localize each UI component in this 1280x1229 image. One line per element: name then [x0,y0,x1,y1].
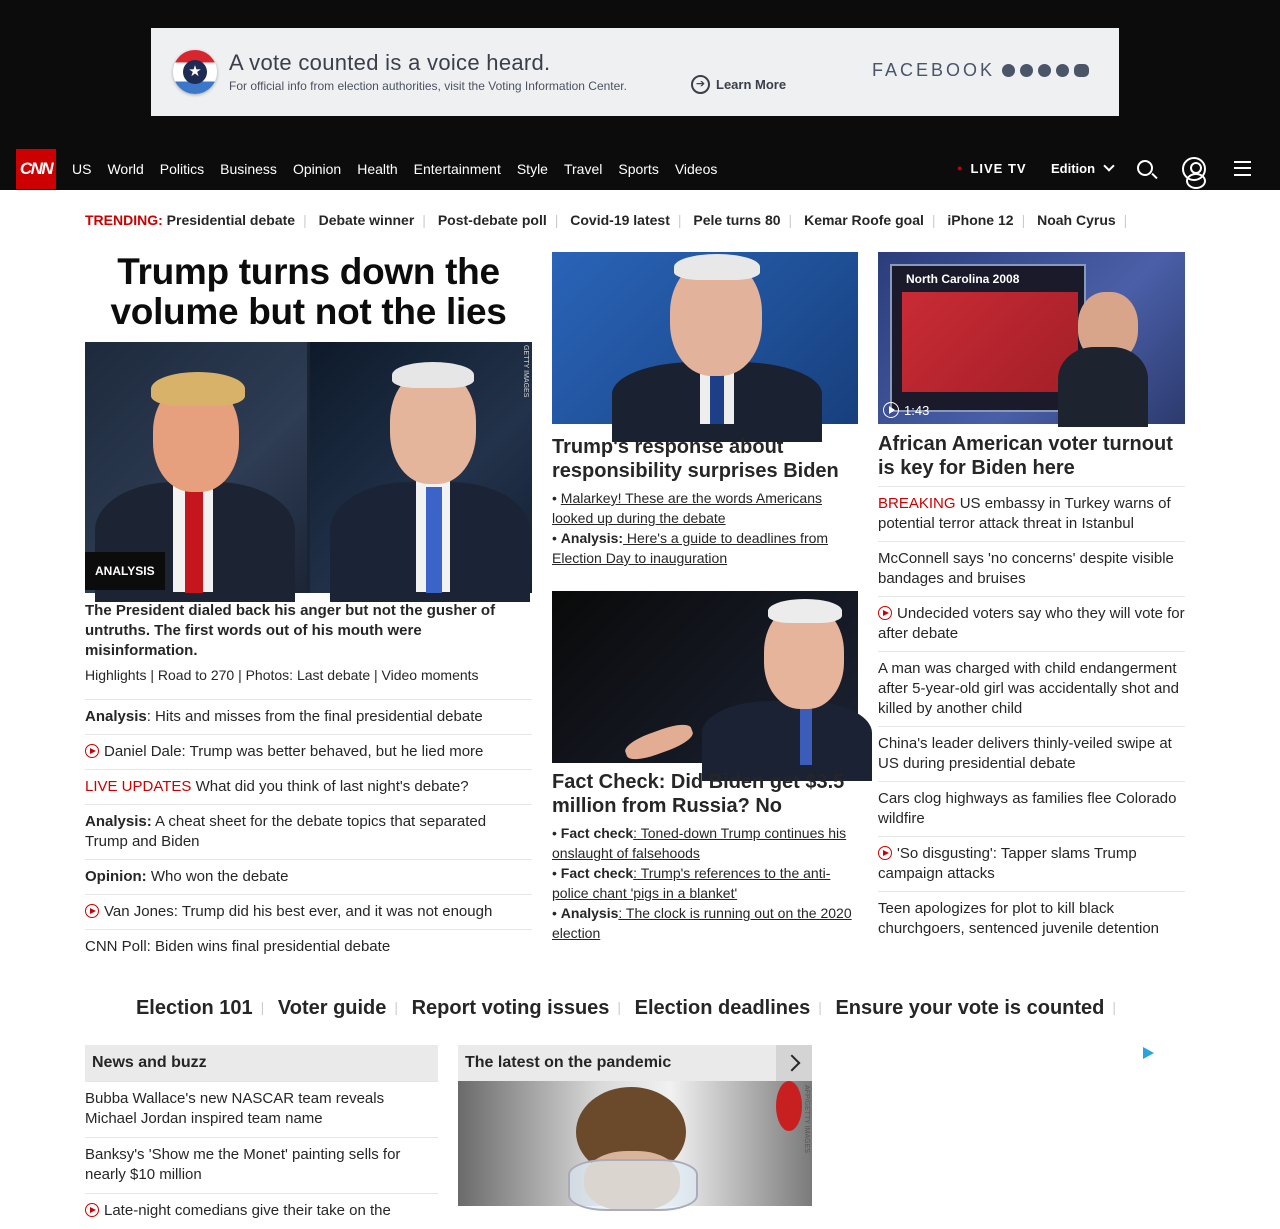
nav-link-videos[interactable]: Videos [674,161,718,177]
list-item[interactable]: Daniel Dale: Trump was better behaved, but he lied more [85,734,532,769]
election-link[interactable]: Report voting issues [411,997,610,1019]
election-link[interactable]: Election 101 [135,997,253,1019]
vote-badge-icon: ★ [173,50,217,94]
lead-headline[interactable]: Trump turns down the volume but not the lies [110,251,507,332]
chevron-right-icon[interactable] [776,1045,812,1081]
play-video-icon [883,402,899,418]
nav-link-politics[interactable]: Politics [159,161,205,177]
user-account-icon[interactable] [1182,157,1206,181]
video-duration: 1:43 [883,402,929,418]
lead-story-list [85,699,532,964]
list-item[interactable]: Undecided voters say who they will vote for after debate [878,596,1185,651]
social-icons [1002,64,1089,77]
list-item[interactable]: Analysis: A cheat sheet for the debate topics that separated Trump and Biden [85,804,532,859]
list-item[interactable]: Teen apologizes for plot to kill black churchgoers, sentenced juvenile detention [878,891,1185,946]
live-tv-link[interactable]: ● LIVE TV [957,161,1027,176]
play-video-icon [85,744,99,758]
ad-learn-more-button[interactable]: ➔ Learn More [691,75,786,94]
lead-description[interactable]: The President dialed back his anger but not the gusher of untruths. The first words out of his mouth were misinformation. [85,602,496,659]
play-video-icon [85,1203,99,1217]
trending-item[interactable]: Covid-19 latest [570,212,670,228]
nav-link-opinion[interactable]: Opinion [292,161,342,177]
search-icon[interactable] [1137,160,1153,176]
list-item[interactable]: CNN Poll: Biden wins final presidential debate [85,929,532,964]
ad-headline: A vote counted is a voice heard. [229,50,551,75]
trending-item[interactable]: Noah Cyrus [1037,212,1116,228]
election-map-screen: North Carolina 2008 [890,264,1086,412]
analysis-badge: ANALYSIS [85,552,165,590]
menu-icon[interactable] [1234,161,1251,176]
play-video-icon [85,904,99,918]
list-item[interactable]: Bubba Wallace's new NASCAR team reveals Michael Jordan inspired team name [85,1081,438,1137]
story2-links [552,823,858,943]
nav-links [72,148,717,190]
news-buzz-list [85,1081,438,1229]
list-item[interactable]: BREAKING US embassy in Turkey warns of potential terror attack threat in Istanbul [878,486,1185,541]
list-item[interactable]: Opinion: Who won the debate [85,859,532,894]
trending-item[interactable]: Kemar Roofe goal [804,212,924,228]
list-item[interactable]: • Fact check: Trump's references to the anti-police chant 'pigs in a blanket' [552,865,831,901]
list-item[interactable]: Van Jones: Trump did his best ever, and it was not enough [85,894,532,929]
list-item[interactable]: Analysis: Hits and misses from the final presidential debate [85,699,532,734]
edition-dropdown[interactable]: Edition [1051,161,1113,176]
oculus-icon [1074,64,1089,77]
whatsapp-icon [1056,64,1069,77]
biden-debate-image[interactable] [552,252,858,424]
photo-credit: AFP/GETTY IMAGES [803,1085,810,1153]
arrow-right-icon: ➔ [691,75,710,94]
nav-link-travel[interactable]: Travel [563,161,603,177]
messenger-icon [1020,64,1033,77]
nav-link-entertainment[interactable]: Entertainment [413,161,501,177]
trending-item[interactable]: Post-debate poll [437,212,547,228]
instagram-icon [1038,64,1051,77]
play-video-icon [878,846,892,860]
nav-link-world[interactable]: World [107,161,144,177]
pandemic-header: The latest on the pandemic [458,1045,776,1081]
list-item[interactable]: LIVE UPDATES What did you think of last night's debate? [85,769,532,804]
election-link[interactable]: Ensure your vote is counted [835,997,1105,1019]
voter-turnout-video-thumbnail[interactable] [878,252,1185,424]
trending-bar: TRENDING: Presidential debate | Debate winner | Post-debate poll | Covid-19 latest | Pele turns 80 | Kemar Roofe goal | iPhone 12 | Noah Cyrus | [85,212,1128,228]
right-story-list [878,486,1185,946]
story1-links [552,488,858,568]
pandemic-image[interactable] [458,1081,812,1206]
list-item[interactable]: 'So disgusting': Tapper slams Trump campaign attacks [878,836,1185,891]
facebook-icon [1002,64,1015,77]
news-buzz-header: News and buzz [85,1045,438,1081]
trending-item[interactable]: Debate winner [318,212,415,228]
right-headline[interactable]: African American voter turnout is key for Biden here [878,433,1173,479]
nav-link-health[interactable]: Health [357,161,398,177]
cnn-logo[interactable]: CNN [16,149,56,189]
lead-sublinks[interactable]: Highlights | Road to 270 | Photos: Last debate | Video moments [85,667,479,683]
ad-choices-icon[interactable] [1143,1047,1154,1059]
trending-item[interactable]: iPhone 12 [947,212,1014,228]
story1-headline[interactable]: Trump's response about responsibility surprises Biden [552,436,839,482]
list-item[interactable]: • Analysis: Here's a guide to deadlines from Election Day to inauguration [552,530,829,566]
play-video-icon [878,606,892,620]
trending-item[interactable]: Pele turns 80 [693,212,781,228]
list-item[interactable]: China's leader delivers thinly-veiled swipe at US during presidential debate [878,726,1185,781]
story2-headline[interactable]: Fact Check: Did Biden get $3.5 million from Russia? No [552,771,845,817]
ad-subline: For official info from election authorities, visit the Voting Information Center. [229,79,627,93]
nav-link-style[interactable]: Style [516,161,548,177]
list-item[interactable]: A man was charged with child endangerment after 5-year-old girl was accidentally shot and killed by another child [878,651,1185,726]
lead-image[interactable] [85,342,532,593]
list-item[interactable]: • Malarkey! These are the words Americans looked up during the debate [552,490,822,526]
live-dot-icon: ● [957,163,964,173]
election-links-bar: Election 101 | Voter guide | Report voting issues | Election deadlines | Ensure your vote is counted | [135,997,1117,1019]
list-item[interactable]: McConnell says 'no concerns' despite visible bandages and bruises [878,541,1185,596]
top-nav [0,148,1280,190]
nav-link-us[interactable]: US [72,161,92,177]
biden-photo [310,342,532,593]
trending-label: TRENDING: [85,212,163,228]
ad-banner[interactable] [151,28,1119,116]
nav-link-business[interactable]: Business [220,161,277,177]
list-item[interactable]: Banksy's 'Show me the Monet' painting sells for nearly $10 million [85,1137,438,1193]
photo-credit: GETTY IMAGES [522,345,529,398]
chevron-down-icon [1103,160,1114,171]
trending-item[interactable]: Presidential debate [166,212,296,228]
list-item[interactable]: Late-night comedians give their take on the [85,1193,438,1229]
list-item[interactable]: Cars clog highways as families flee Colorado wildfire [878,781,1185,836]
list-item[interactable]: • Analysis: The clock is running out on the 2020 election [552,905,852,941]
ad-brand: FACEBOOK [872,60,996,80]
nav-link-sports[interactable]: Sports [618,161,659,177]
list-item[interactable]: • Fact check: Toned-down Trump continues his onslaught of falsehoods [552,825,847,861]
biden-fact-check-image[interactable] [552,591,858,763]
election-link[interactable]: Election deadlines [634,997,811,1019]
ad-strip [0,0,1280,148]
election-link[interactable]: Voter guide [277,997,387,1019]
